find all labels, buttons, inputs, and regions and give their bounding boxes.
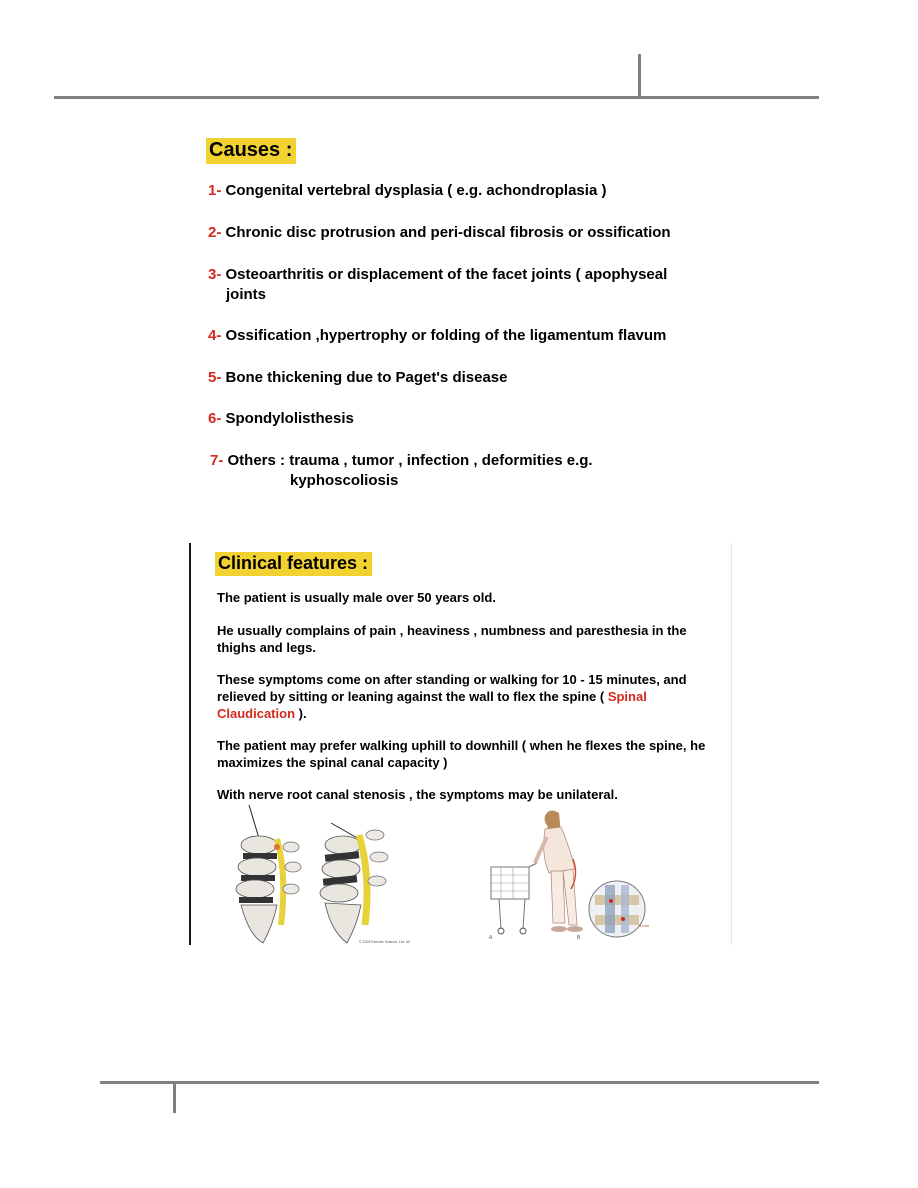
- spine-illustrations: [219, 805, 719, 945]
- cause-text: Ossification ,hypertrophy or folding of the ligamentum flavum: [225, 327, 667, 344]
- cause-number: 6-: [208, 410, 222, 427]
- cause-number: 1-: [208, 182, 222, 199]
- clinical-paragraph-4: The patient may prefer walking uphill to downhill ( when he flexes the spine, he maximizes the spinal canal capacity ): [217, 738, 706, 770]
- clinical-paragraph-3-end: ).: [295, 706, 307, 721]
- cause-item-4: [208, 326, 666, 346]
- cause-number: 2-: [208, 224, 222, 241]
- clinical-paragraph-3: [217, 671, 727, 722]
- figure-label-b: B: [577, 935, 581, 941]
- lumbar-spine-flexion-illustration: [236, 805, 301, 943]
- spinal-claudication-term: Spinal Claudication: [217, 689, 647, 721]
- causes-section: [206, 138, 766, 489]
- spinal-canal-inset-illustration: [589, 881, 650, 937]
- cause-number: 4-: [208, 327, 222, 344]
- cause-text: Bone thickening due to Paget's disease: [225, 369, 508, 386]
- clinical-paragraph-3-text: These symptoms come on after standing or walking for 10 - 15 minutes, and relieved by sitting or leaning against the wall to flex the spine (: [217, 672, 687, 704]
- causes-heading: Causes :: [206, 138, 296, 164]
- cause-number: 7-: [210, 452, 224, 469]
- cause-text-continued: joints: [226, 286, 266, 303]
- footer-rule: [100, 1081, 819, 1084]
- cause-text: Osteoarthritis or displacement of the facet joints ( apophyseal: [225, 266, 668, 283]
- figure-credit: © 2003 Elsevier Science. Ltd. All: [359, 940, 410, 944]
- cause-item-5: [208, 368, 507, 388]
- cause-text: Congenital vertebral dysplasia ( e.g. achondroplasia ): [225, 182, 607, 199]
- cause-item-1: [208, 181, 606, 201]
- clinical-heading: Clinical features :: [215, 552, 372, 576]
- inset-scale-label: 5 mm: [639, 923, 649, 928]
- patient-leaning-on-cart-illustration: [489, 811, 583, 941]
- cause-text: Spondylolisthesis: [225, 410, 354, 427]
- clinical-paragraph-2: He usually complains of pain , heaviness , numbness and paresthesia in the thighs and legs.: [217, 623, 687, 655]
- cause-number: 3-: [208, 266, 222, 283]
- header-rule: [54, 96, 819, 99]
- cause-number: 5-: [208, 369, 222, 386]
- header-divider: [638, 54, 641, 99]
- cause-text: Chronic disc protrusion and peri-discal fibrosis or ossification: [225, 224, 671, 241]
- cause-text: Others : trauma , tumor , infection , deformities e.g.: [227, 452, 593, 469]
- clinical-paragraph-5: With nerve root canal stenosis , the symptoms may be unilateral.: [217, 787, 618, 802]
- cause-text-continued: kyphoscoliosis: [290, 472, 399, 489]
- figure-label-a: A: [489, 935, 493, 941]
- cause-item-6: [208, 409, 354, 429]
- cause-item-2: [208, 223, 671, 243]
- clinical-paragraph-1: The patient is usually male over 50 years old.: [217, 590, 496, 605]
- cause-item-7: [210, 451, 593, 491]
- lumbar-spine-extension-illustration: [320, 823, 410, 944]
- footer-divider: [173, 1081, 176, 1113]
- cause-item-3: [208, 265, 667, 305]
- clinical-features-slide: [189, 543, 732, 945]
